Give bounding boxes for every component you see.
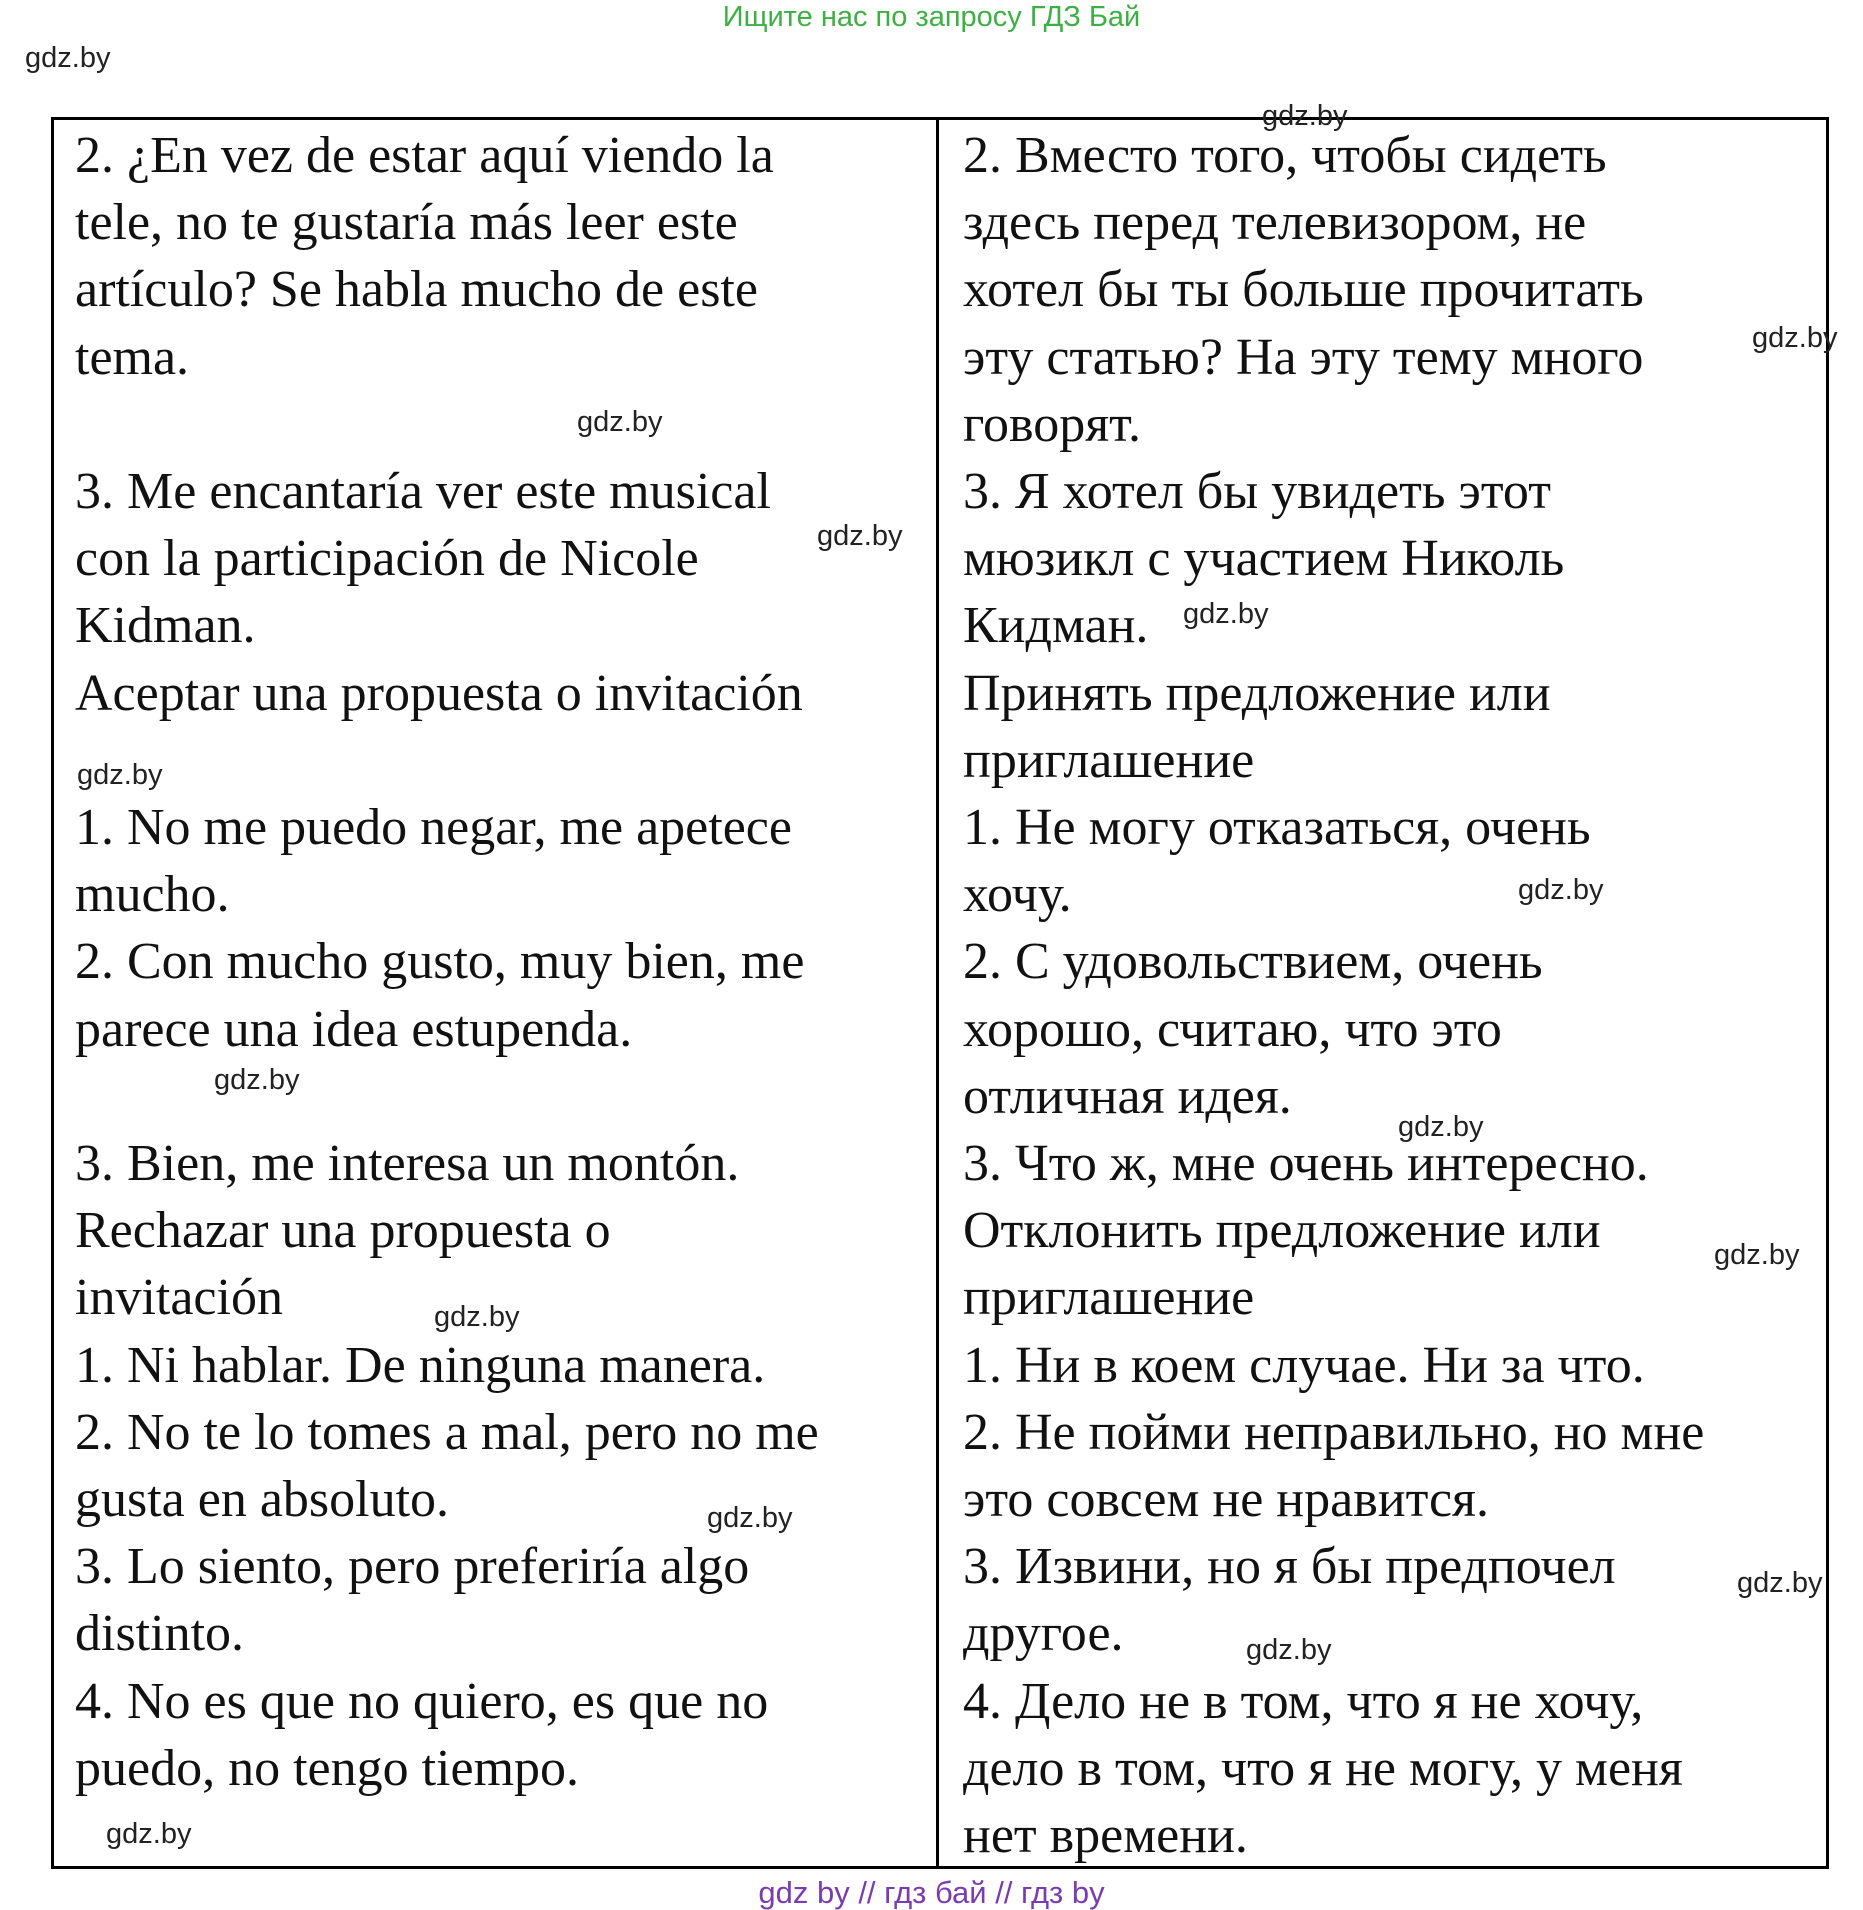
russian-line: другое.: [963, 1605, 1124, 1663]
russian-line: 3. Что ж, мне очень интересно.: [963, 1135, 1649, 1193]
watermark: gdz.by: [77, 759, 163, 791]
watermark: gdz.by: [1752, 322, 1838, 354]
spanish-line: 3. Bien, me interesa un montón.: [75, 1135, 740, 1193]
russian-line: дело в том, что я не могу, у меня: [963, 1739, 1683, 1797]
watermark: gdz.by: [434, 1301, 520, 1333]
watermark: gdz.by: [817, 520, 903, 552]
watermark: gdz.by: [1714, 1239, 1800, 1271]
russian-line: мюзикл с участием Николь: [963, 530, 1565, 588]
russian-line: приглашение: [963, 731, 1255, 789]
russian-line: Принять предложение или: [963, 664, 1551, 722]
russian-line: 3. Извини, но я бы предпочел: [963, 1538, 1616, 1596]
russian-line: 3. Я хотел бы увидеть этот: [963, 463, 1551, 521]
russian-line: хорошо, считаю, что это: [963, 1000, 1502, 1058]
spanish-line: distinto.: [75, 1605, 245, 1663]
spanish-line: tele, no te gustaría más leer este: [75, 194, 738, 252]
russian-line: говорят.: [963, 395, 1141, 453]
spanish-line: parece una idea estupenda.: [75, 1000, 633, 1058]
russian-line: нет времени.: [963, 1807, 1248, 1865]
russian-line: здесь перед телевизором, не: [963, 194, 1587, 252]
watermark: gdz.by: [1398, 1111, 1484, 1143]
spanish-line: con la participación de Nicole: [75, 530, 699, 588]
russian-line: 1. Ни в коем случае. Ни за что.: [963, 1336, 1645, 1394]
spanish-line: 3. Lo siento, pero preferiría algo: [75, 1538, 750, 1596]
spanish-line: artículo? Se habla mucho de este: [75, 261, 758, 319]
russian-line: 2. Не пойми неправильно, но мне: [963, 1403, 1705, 1461]
russian-line: Отклонить предложение или: [963, 1202, 1601, 1260]
spanish-line: 1. Ni hablar. De ninguna manera.: [75, 1336, 766, 1394]
spanish-line: tema.: [75, 328, 190, 386]
russian-line: Кидман.: [963, 597, 1149, 655]
russian-line: эту статью? На эту тему много: [963, 328, 1644, 386]
russian-line: хотел бы ты больше прочитать: [963, 261, 1644, 319]
watermark: gdz.by: [214, 1064, 300, 1096]
watermark: gdz.by: [1262, 100, 1348, 132]
watermark: gdz.by: [1183, 598, 1269, 630]
spanish-line: [75, 1063, 819, 1130]
site-logo-text: gdz.by: [25, 42, 111, 74]
spanish-line: mucho.: [75, 866, 230, 924]
russian-line: 1. Не могу отказаться, очень: [963, 799, 1591, 857]
watermark: gdz.by: [1737, 1567, 1823, 1599]
spanish-line: invitación: [75, 1269, 283, 1327]
russian-column: [963, 122, 1704, 1869]
watermark: gdz.by: [707, 1502, 793, 1534]
russian-line: 4. Дело не в том, что я не хочу,: [963, 1672, 1644, 1730]
spanish-line: 2. No te lo tomes a mal, pero no me: [75, 1403, 819, 1461]
russian-line: 2. С удовольствием, очень: [963, 933, 1543, 991]
spanish-line: Kidman.: [75, 597, 256, 655]
spanish-line: Rechazar una propuesta o: [75, 1202, 611, 1260]
top-banner: Ищите нас по запросу ГДЗ Бай: [722, 1, 1141, 33]
spanish-line: 2. ¿En vez de estar aquí viendo la: [75, 127, 774, 184]
spanish-line: 3. Me encantaría ver este musical: [75, 463, 771, 521]
russian-line: отличная идея.: [963, 1067, 1292, 1125]
spanish-line: gusta en absoluto.: [75, 1471, 450, 1529]
watermark: gdz.by: [1518, 874, 1604, 906]
spanish-column: [75, 122, 819, 1802]
footer-links: gdz by // гдз бай // гдз by: [758, 1875, 1105, 1910]
spanish-line: Aceptar una propuesta o invitación: [75, 664, 803, 722]
spanish-line: puedo, no tengo tiempo.: [75, 1739, 580, 1797]
spanish-line: 2. Con mucho gusto, muy bien, me: [75, 933, 805, 991]
spanish-line: [75, 727, 819, 794]
watermark: gdz.by: [577, 406, 663, 438]
spanish-line: 1. No me puedo negar, me apetece: [75, 799, 792, 857]
watermark: gdz.by: [106, 1818, 192, 1850]
column-divider: [936, 117, 939, 1869]
spanish-line: 4. No es que no quiero, es que no: [75, 1672, 769, 1730]
russian-line: приглашение: [963, 1269, 1255, 1327]
russian-line: хочу.: [963, 866, 1072, 924]
watermark: gdz.by: [1246, 1634, 1332, 1666]
russian-line: это совсем не нравится.: [963, 1471, 1489, 1529]
russian-line: 2. Вместо того, чтобы сидеть: [963, 127, 1607, 184]
spanish-line: [75, 391, 819, 458]
